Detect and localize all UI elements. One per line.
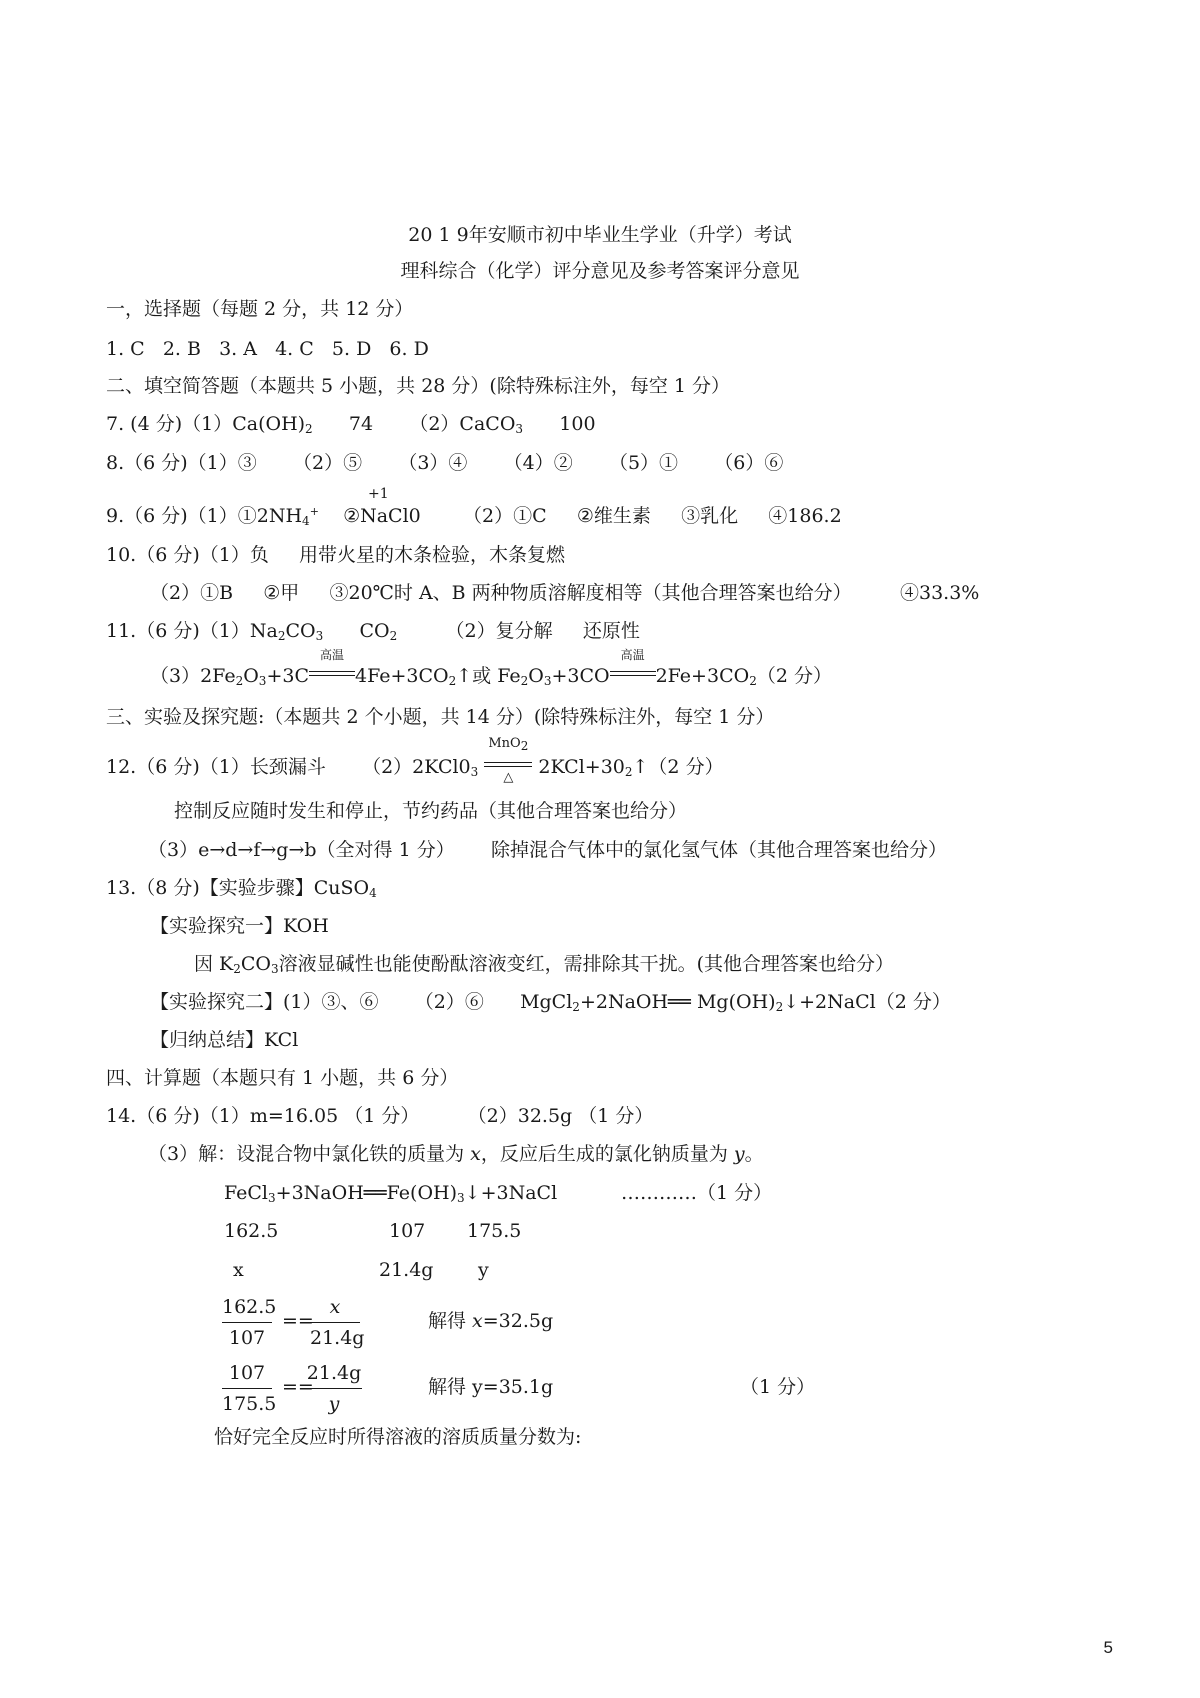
q13-line-5: 【归纳总结】KCl bbox=[150, 1029, 299, 1051]
equation-score: …………（1 分） bbox=[621, 1182, 773, 1204]
section-1-heading: 一，选择题（每题 2 分，共 12 分） bbox=[106, 298, 414, 320]
known-mass: 21.4g bbox=[379, 1259, 434, 1281]
q14-line-2: （3）解：设混合物中氯化铁的质量为 x，反应后生成的氯化钠质量为 y。 bbox=[148, 1143, 764, 1165]
final-question: 恰好完全反应时所得溶液的溶质质量分数为: bbox=[214, 1426, 582, 1448]
reaction-equation: $FeCl_3+3NaOH══Fe(OH)_3↓+3NaCl$ bbox=[224, 1182, 558, 1205]
equals-sign: == bbox=[282, 1376, 314, 1398]
q12-line-1: 12.（6 分)（1）长颈漏斗 $(2)2KCl0_3$ MnO2 △ $2KCl+30_2↑(2$ 分） bbox=[106, 736, 724, 785]
q9-answer: 9.（6 分)$(1)①2NH_4^+$ ②NaCl0 （2）①C ②维生素 ③乳化 ④186.2 bbox=[106, 505, 842, 528]
q11-line-2: $(3)2Fe_2O_3+3C$ 高温 $4Fe+3CO_2↑$或 $Fe_2O_3+3CO$ 高温 $2Fe+3CO_2(2$ 分） bbox=[150, 648, 832, 688]
page-number: 5 bbox=[1103, 1638, 1113, 1657]
fraction-right: 21.4g y bbox=[306, 1362, 362, 1415]
molar-mass: 107 bbox=[389, 1220, 426, 1242]
solution-x: 解得 x=32.5g bbox=[428, 1310, 554, 1332]
q8-answer: 8.（6 分)（1）③ （2）⑤ （3）④ （4）② （5）① （6）⑥ bbox=[106, 452, 784, 474]
page-subtitle: 理科综合（化学）评分意见及参考答案评分意见 bbox=[400, 260, 800, 282]
unknown-mass: x bbox=[233, 1259, 244, 1281]
solution-y: 解得 y=35.1g bbox=[428, 1376, 554, 1398]
fraction-left: 162.5 107 bbox=[222, 1296, 277, 1349]
solution-score: （1 分） bbox=[740, 1376, 816, 1398]
section-1-answers: 1. C 2. B 3. A 4. C 5. D 6. D bbox=[106, 338, 429, 360]
q11-line-1: 11.（6 分)$(1)Na_2CO_3$ $CO_2$ （2）复分解 还原性 bbox=[106, 620, 640, 643]
q10-line-2: （2）①B ②甲 ③20℃时 A、B 两种物质溶解度相等（其他合理答案也给分） ④33.3% bbox=[150, 582, 980, 604]
q12-line-3: （3）e→d→f→g→b（全对得 1 分） 除掉混合气体中的氯化氢气体（其他合理答案也给分） bbox=[148, 839, 947, 861]
catalyst-condition: MnO2 △ bbox=[484, 754, 532, 780]
q13-line-3: 因 $K_2CO_3$溶液显碱性也能使酚酞溶液变红，需排除其干扰。(其他合理答案也给分） bbox=[194, 953, 895, 976]
valence-mark: +1 bbox=[368, 486, 389, 502]
page-title: 20 1 9年安顺市初中毕业生学业（升学）考试 bbox=[408, 224, 792, 246]
unknown-mass: y bbox=[478, 1259, 489, 1281]
reaction-condition: 高温 bbox=[610, 663, 656, 689]
q13-line-2: 【实验探究一】KOH bbox=[150, 915, 329, 937]
q10-line-1: 10.（6 分)（1）负 用带火星的木条检验，木条复燃 bbox=[106, 544, 566, 566]
q13-line-1: 13.（8 分)【实验步骤】CuSO$_4$ bbox=[106, 877, 377, 900]
molar-mass: 175.5 bbox=[467, 1220, 522, 1242]
fraction-right: x 21.4g bbox=[310, 1296, 365, 1349]
equals-sign: == bbox=[282, 1310, 314, 1332]
reaction-condition: 高温 bbox=[309, 663, 355, 689]
section-3-heading: 三、实验及探究题:（本题共 2 个小题，共 14 分）(除特殊标注外，每空 1 分） bbox=[106, 706, 775, 728]
q13-line-4: 【实验探究二】(1）③、⑥ （2）⑥ MgCl$_2$+2NaOH══ $Mg(OH)_2↓+2NaCl(2$ 分） bbox=[150, 991, 951, 1014]
q14-line-1: 14.（6 分)（1）m=16.05 （1 分） （2）32.5g （1 分） bbox=[106, 1105, 654, 1127]
section-4-heading: 四、计算题（本题只有 1 小题，共 6 分） bbox=[106, 1067, 459, 1089]
q12-line-2: 控制反应随时发生和停止，节约药品（其他合理答案也给分） bbox=[174, 800, 688, 822]
q7-answer: 7. (4 分)$(1)Ca(OH)_2$ 74 （2）CaCO$_3$ 100 bbox=[106, 413, 596, 436]
fraction-left: 107 175.5 bbox=[222, 1362, 277, 1415]
section-2-heading: 二、填空简答题（本题共 5 小题，共 28 分）(除特殊标注外，每空 1 分） bbox=[106, 375, 731, 397]
molar-mass: 162.5 bbox=[224, 1220, 279, 1242]
